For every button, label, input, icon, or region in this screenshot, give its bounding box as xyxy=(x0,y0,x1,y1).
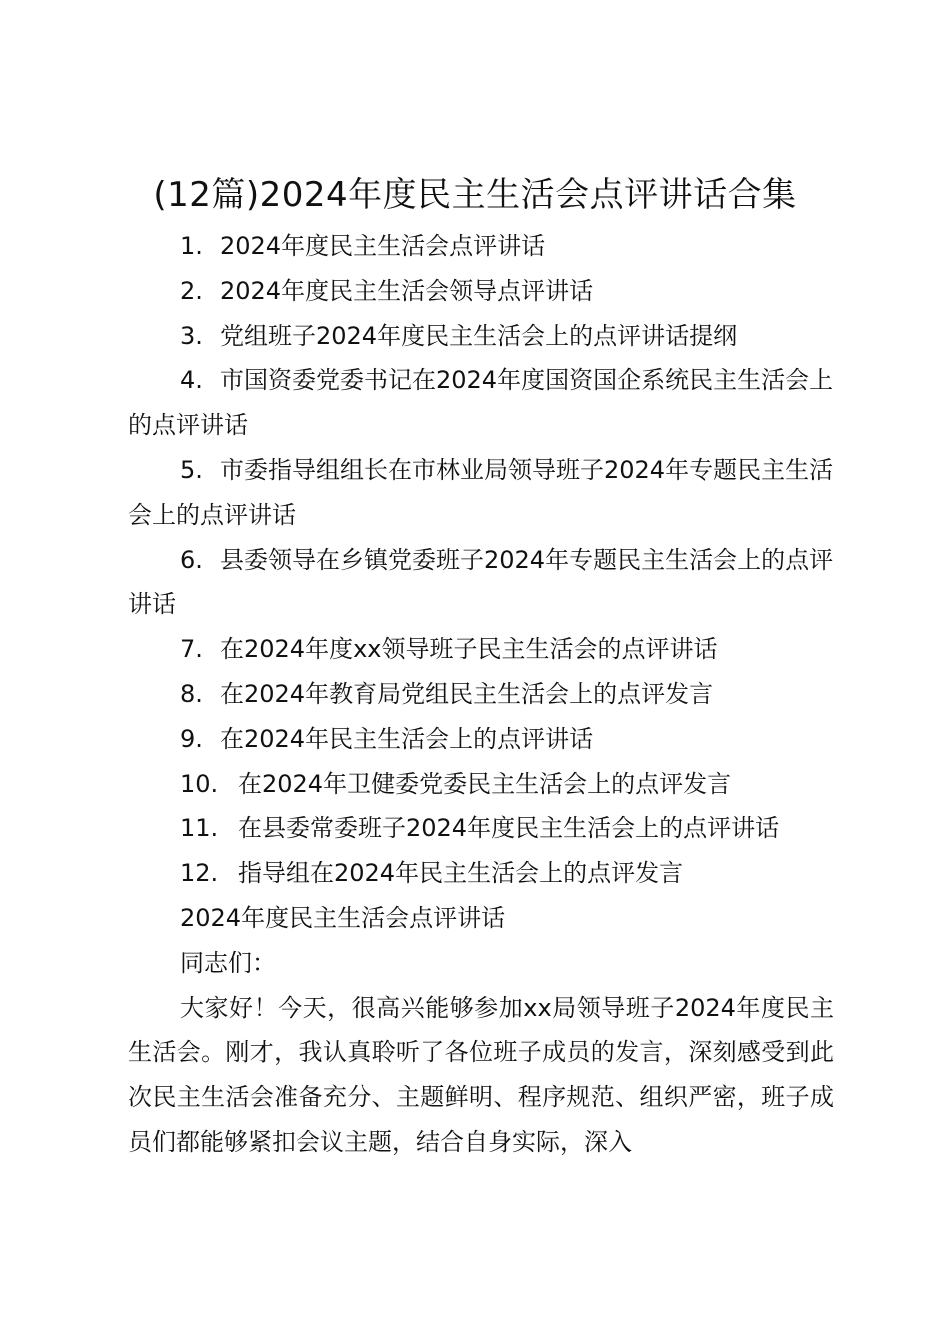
toc-item-5 xyxy=(128,448,834,538)
toc-item-text: 在2024年教育局党组民主生活会上的点评发言 xyxy=(220,679,714,708)
toc-item-number: 4. xyxy=(180,366,203,395)
toc-item-number: 6. xyxy=(180,545,203,574)
toc-item-number: 5. xyxy=(180,455,203,484)
toc-item-number: 3. xyxy=(180,321,203,350)
toc-item-text: 党组班子2024年度民主生活会上的点评讲话提纲 xyxy=(220,321,738,350)
toc-item-number: 9. xyxy=(180,724,203,753)
toc-item-number: 7. xyxy=(180,635,203,664)
toc-item-6 xyxy=(128,538,834,628)
toc-item-12 xyxy=(128,851,834,896)
toc-item-number: 12. xyxy=(180,859,219,888)
toc-item-11 xyxy=(128,806,834,851)
toc-item-text: 在2024年民主生活会上的点评讲话 xyxy=(220,724,594,753)
toc-item-text: 在2024年卫健委党委民主生活会上的点评发言 xyxy=(238,769,732,798)
toc-item-number: 2. xyxy=(180,276,203,305)
toc-item-text: 在2024年度xx领导班子民主生活会的点评讲话 xyxy=(220,635,718,664)
toc-item-text: 县委领导在乡镇党委班子2024年专题民主生活会上的点评讲话 xyxy=(128,545,834,619)
toc-item-4 xyxy=(128,358,834,448)
toc-item-text: 在县委常委班子2024年度民主生活会上的点评讲话 xyxy=(238,814,780,843)
toc-item-text: 指导组在2024年民主生活会上的点评发言 xyxy=(238,859,684,888)
body-paragraph: 大家好！今天，很高兴能够参加xx局领导班子2024年度民主生活会。刚才，我认真聆听了各位班子成员的发言，深刻感受到此次民主生活会准备充分、主题鲜明、程序规范、组织严密，班子成员们都能够紧扣会议主题，结合自身实际，深入 xyxy=(128,993,834,1156)
toc-item-number: 10. xyxy=(180,769,219,798)
salutation: 同志们： xyxy=(180,948,276,977)
toc-item-10 xyxy=(128,762,834,807)
toc-item-7 xyxy=(128,627,834,672)
toc-item-text: 市国资委党委书记在2024年度国资国企系统民主生活会上的点评讲话 xyxy=(128,366,834,440)
toc-item-text: 市委指导组组长在市林业局领导班子2024年专题民主生活会上的点评讲话 xyxy=(128,455,834,529)
toc-item-number: 8. xyxy=(180,679,203,708)
toc-item-number: 11. xyxy=(180,814,219,843)
toc-item-number: 1. xyxy=(180,232,203,260)
document-body xyxy=(128,896,834,1165)
toc-item-9 xyxy=(128,717,834,762)
document-title: (12篇)2024年度民主生活会点评讲话合集 xyxy=(153,175,797,215)
toc-item-2 xyxy=(128,269,834,314)
toc-item-text: 2024年度民主生活会领导点评讲话 xyxy=(220,276,594,305)
toc-item-text: 2024年度民主生活会点评讲话 xyxy=(220,232,546,260)
section-title: 2024年度民主生活会点评讲话 xyxy=(180,904,506,932)
toc-item-8 xyxy=(128,672,834,717)
toc-item-1 xyxy=(128,224,834,269)
table-of-contents xyxy=(128,224,834,896)
toc-item-3 xyxy=(128,314,834,359)
